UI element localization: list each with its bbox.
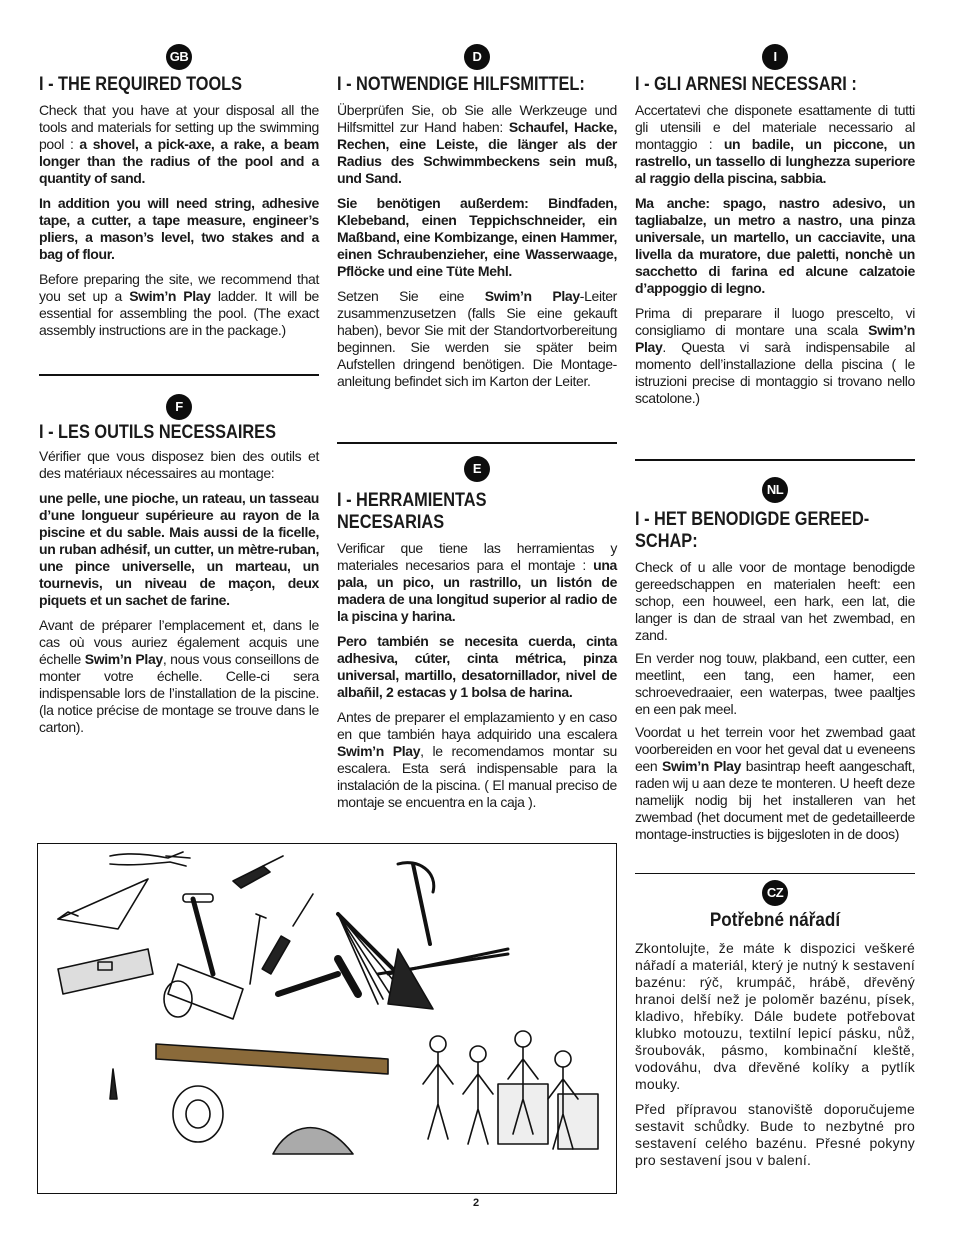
pickaxe-icon — [398, 863, 434, 944]
e-p3-text: Antes de preparer el emplazamiento y en caso en que también haya adquirido una escalera — [337, 709, 617, 742]
workers-illustration-icon — [423, 1031, 598, 1149]
sand-pile-icon — [273, 1128, 353, 1154]
cz-language-badge: CZ — [762, 880, 788, 906]
d-p3-text: Setzen Sie eine — [337, 288, 485, 304]
e-p1-text: Verificar que tiene las herramientas y materiales necesarios para el montaje : — [337, 540, 617, 573]
d-p1-bold: Schaufel, Hacke, Rechen, eine Leiste, die länger als der Radius des Schwimmbeckens sein muß, und Sand. — [337, 119, 617, 186]
column-right — [635, 44, 915, 407]
d-section-title: I - NOTWENDIGE HILFSMITTEL: — [337, 74, 585, 95]
page-number: 2 — [473, 1197, 480, 1209]
gb-language-badge: GB — [166, 44, 192, 70]
nl-p3-text: Voordat u het terrein voor het zwembad gaat voorbereiden en voor het geval dat u eveneens een — [635, 724, 915, 774]
e-p3-text-end: , le recomendamos montar su escalera. Esta será indispensable para la instalación de la piscina. ( El manual preciso de montaje se encuentra en la caja ). — [337, 743, 617, 810]
i-paragraph-1 — [635, 102, 915, 187]
gb-p3-text-end: ladder. It will be essential for assembling the pool. (The exact assembly instructions are in the package.) — [39, 288, 319, 338]
gb-section-title: I - THE REQUIRED TOOLS — [39, 74, 243, 95]
gb-p3-text: Before preparing the site, we recommend that you set up a — [39, 271, 319, 304]
pliers-icon — [110, 852, 190, 866]
i-p3-text: Prima di preparare il luogo prescelto, vi consigliamo di montare una scala — [635, 305, 915, 338]
divider-right — [635, 459, 915, 461]
cutter-icon — [233, 856, 283, 888]
gb-paragraph-1 — [39, 102, 319, 187]
i-p3-text-end: . Questa vi sarà indispensabile al momento dell’installazione della piscina ( le istruzioni precise di montaggio si trovano nello scatolone.) — [635, 339, 915, 406]
i-paragraph-3 — [635, 305, 915, 407]
tools-illustration — [38, 844, 615, 1192]
e-language-badge: E — [464, 456, 490, 482]
d-p3-text-end: -Leiter zusammenzusetzen (falls Sie eine gekauft haben), bevor Sie mit der Standortvorbereitung beginnen. Sie werden sie später beim Aufstellen dringend benötigen. Die Montage-anleitung befindet sich im Karton der Leiter. — [337, 288, 617, 389]
e-p3-brand: Swim’n Play — [337, 743, 421, 759]
i-p3-brand: Swim’n Play — [635, 322, 915, 355]
i-section-title: I - GLI ARNESI NECESSARI : — [635, 74, 857, 95]
column-left — [39, 44, 319, 339]
wooden-beam-icon — [156, 1044, 388, 1074]
e-section-title-line1: I - HERRAMIENTAS — [337, 490, 487, 511]
column-right-dutch — [635, 477, 915, 843]
f-language-badge: F — [166, 394, 192, 420]
divider-left — [39, 374, 319, 376]
cz-paragraph-2: Před přípravou stanoviště doporučujeme sestavit schůdky. Bude to nezbytné pro sestavení celého bazénu. Přesné pokyny pro sestavení jsou v balení. — [635, 1101, 915, 1168]
column-left-french — [39, 394, 319, 736]
column-middle — [337, 44, 617, 390]
gb-p1-text: Check that you have at your disposal all the tools and materials for setting up the swimming pool : — [39, 102, 319, 152]
e-paragraph-1 — [337, 540, 617, 625]
d-paragraph-3 — [337, 288, 617, 390]
nail-icon — [250, 914, 266, 984]
e-p1-bold: una pala, un pico, un rastrillo, un listón de madera de una longitud superior al radio de la piscina y harina. — [337, 557, 617, 624]
nl-section-title-line1: I - HET BENODIGDE GEREED- — [635, 509, 870, 530]
cz-section-title: Potřebné nářadí — [709, 910, 841, 931]
trowel-icon — [58, 879, 148, 929]
d-paragraph-2: Sie benötigen außerdem: Bindfaden, Klebeband, einen Teppichschneider, ein Maßband, eine Kombizange, einen Hammer, einen Schraubenzieher, eine Wasserwaage, Pflöcke und eine Tüte Mehl. — [337, 195, 617, 279]
column-right-czech — [635, 880, 915, 1169]
d-language-badge: D — [464, 44, 490, 70]
spirit-level-icon — [58, 949, 153, 994]
nl-paragraph-1: Check of u alle voor de montage benodigde gereedschappen en materialen heeft: een schop, een houweel, een hark, een lat, die langer is dan de straal van het zwembad, en zand. — [635, 559, 915, 643]
stake-icon — [110, 1069, 117, 1099]
nl-paragraph-3 — [635, 724, 915, 843]
column-middle-spanish — [337, 456, 617, 811]
d-paragraph-1 — [337, 102, 617, 187]
gb-p1-bold: a shovel, a pick-axe, a rake, a beam longer than the radius of the pool and a quantity of sand. — [39, 136, 319, 186]
hammer-icon — [278, 959, 358, 994]
i-language-badge: I — [762, 44, 788, 70]
f-p3-text: Avant de préparer l’emplacement et, dans le cas où vous auriez également acquis une échelle — [39, 617, 319, 667]
i-p1-text: Accertatevi che disponete esattamente di tutti gli utensili e del materiale necessario al montaggio : — [635, 102, 915, 152]
nl-paragraph-2: En verder nog touw, plakband, een cutter, een meetlint, een tang, een hamer, een schroevedraaier, een waterpas, twee paaltjes en een pak meel. — [635, 650, 915, 717]
nl-language-badge: NL — [762, 477, 788, 503]
divider-middle — [337, 442, 617, 444]
e-paragraph-2: Pero también se necesita cuerda, cinta adhesiva, cúter, cinta métrica, pinza universal, martillo, desatornillador, nivel de albañil, 2 estacas y 1 bolsa de harina. — [337, 633, 617, 700]
e-paragraph-3 — [337, 709, 617, 811]
i-p1-bold: un badile, un piccone, un rastrello, un tassello di lunghezza superiore al raggio della piscina, sabbia. — [635, 136, 915, 186]
tape-roll-icon — [173, 1086, 223, 1142]
gb-p3-brand: Swim’n Play — [129, 288, 211, 304]
roller-icon — [164, 894, 243, 1019]
nl-p3-text-end: basintrap heeft aangeschaft, raden wij u aan deze te monteren. U heeft deze namelijk nodig bij het installeren van het zwembad (het document met de gedetailleerde montage-instructies is bijgesloten in de doos) — [635, 758, 915, 842]
f-paragraph-2: une pelle, une pioche, un rateau, un tasseau d’une longueur supérieure au rayon de la piscine et du sable. Mais aussi de la ficelle, un ruban adhésif, un cutter, un mètre-ruban, une pince universelle, un marteau, un tournevis, un niveau de maçon, deux piquets et un sachet de farine. — [39, 490, 319, 608]
e-section-title-line2: NECESARIAS — [337, 512, 445, 533]
f-paragraph-1: Vérifier que vous disposez bien des outils et des matériaux nécessaires au montage: — [39, 448, 319, 481]
nl-p3-brand: Swim’n Play — [662, 758, 742, 774]
gb-paragraph-3 — [39, 271, 319, 339]
gb-paragraph-2: In addition you will need string, adhesive tape, a cutter, a tape measure, engineer’s pliers, a mason’s level, two stakes and a bag of flour. — [39, 195, 319, 262]
tools-illustration-frame — [37, 843, 617, 1194]
screwdriver-icon — [262, 894, 313, 974]
cz-paragraph-1: Zkontolujte, že máte k dispozici veškeré nářadí a materiál, který je nutný k sestavení bazénu: rýč, krumpáč, hrábě, dřevěný hranoi delší než je poloměr bazénu, písek, kladivo, hřebíky. Dále budete potřebovat klubko motouzu, textilní lepicí pásku, nůž, šroubovák, pásmo, kombinační kleště, vodováhu, dva dřevěné kolíky a pytlík mouky. — [635, 940, 915, 1092]
d-p3-brand: Swim’n Play — [484, 288, 580, 304]
f-p3-text-end: , nous vous conseillons de monter votre échelle. Celle-ci sera indispensable lors de l’installation de la piscine. (la notice précise de montage se trouve dans le carton). — [39, 651, 319, 735]
f-paragraph-3 — [39, 617, 319, 736]
nl-section-title-line2: SCHAP: — [635, 531, 698, 552]
f-section-title: I - LES OUTILS NECESSAIRES — [39, 422, 276, 443]
divider-right-2 — [635, 873, 915, 874]
i-paragraph-2: Ma anche: spago, nastro adesivo, un tagliabalze, un metro a nastro, una pinza universale, un martello, un cacciavite, una livella da muratore, due paletti, nonchè un sacchetto di farina ed alcune calzatoie d’appoggio di legno. — [635, 195, 915, 296]
d-p1-text: Überprüfen Sie, ob Sie alle Werkzeuge und Hilfsmittel zur Hand haben: — [337, 102, 617, 135]
f-p3-brand: Swim’n Play — [84, 651, 163, 667]
